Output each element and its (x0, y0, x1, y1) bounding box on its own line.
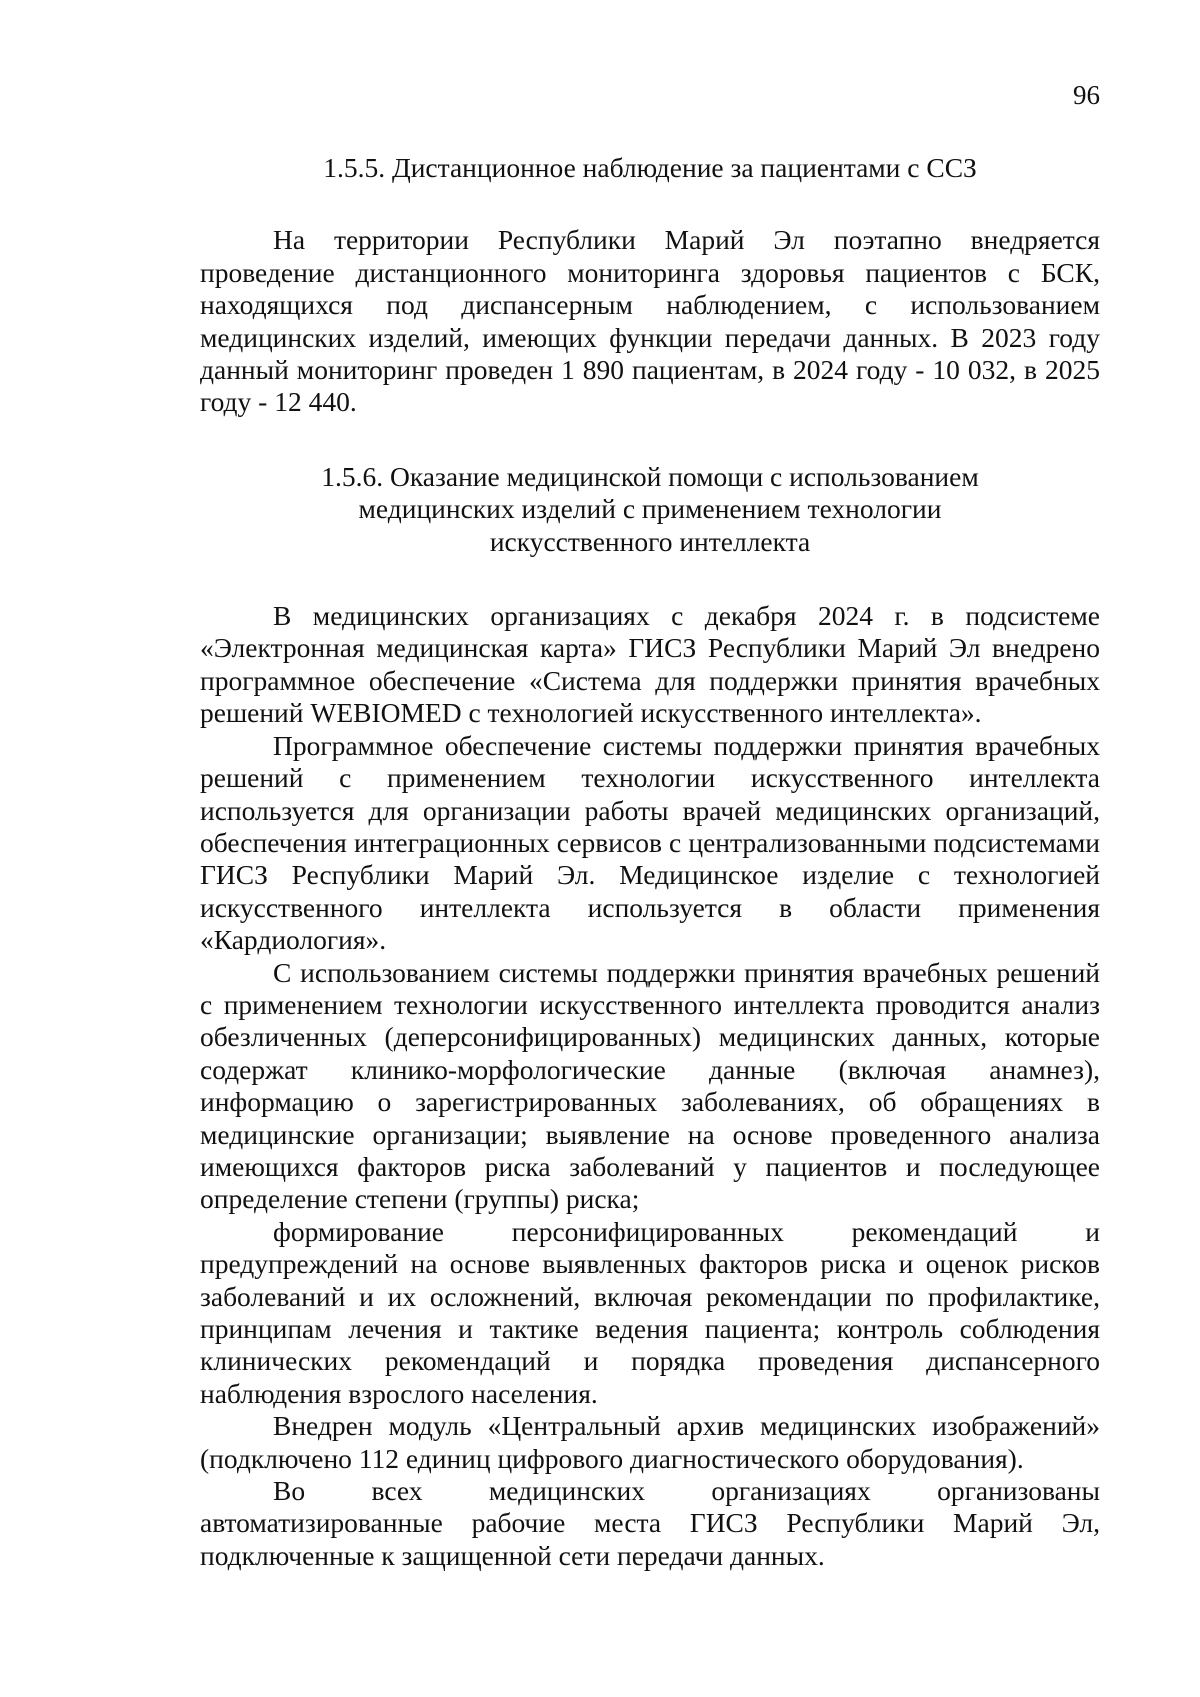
paragraph-recommendations: формирование персонифицированных рекомендаций и предупреждений на основе выявленных факторов риска и оценок рисков заболеваний и их осложнений, включая рекомендации по профилактике, принципам лечения и тактике ведения пациента; контроль соблюдения клинических рекомендаций и порядка проведения диспансерного наблюдения взрослого населения. (200, 1215, 1100, 1409)
paragraph-data-analysis: С использованием системы поддержки принятия врачебных решений с применением технологии искусственного интеллекта проводится анализ обезличенных (деперсонифицированных) медицинских данных, которые содержат клинико-морфологические данные (включая анамнез), информацию о зарегистрированных заболеваниях, об обращениях в медицинские организации; выявление на основе проведенного анализа имеющихся факторов риска заболеваний у пациентов и последующее определение степени (группы) риска; (200, 956, 1100, 1215)
paragraph-workstations: Во всех медицинских организациях организованы автоматизированные рабочие места ГИСЗ Республики Марий Эл, подключенные к защищенной сети передачи данных. (200, 1475, 1100, 1571)
page-number: 96 (1073, 80, 1100, 110)
paragraph-image-archive: Внедрен модуль «Центральный архив медицинских изображений» (подключено 112 единиц цифрового диагностического оборудования). (200, 1410, 1100, 1474)
section-heading-1-5-6 (200, 461, 1100, 558)
heading-line: искусственного интеллекта (489, 525, 811, 557)
document-body (200, 152, 1100, 1572)
heading-line: 1.5.6. Оказание медицинской помощи с использованием (321, 460, 979, 492)
section-heading-1-5-5: 1.5.5. Дистанционное наблюдение за пациентами с ССЗ (323, 152, 977, 183)
paragraph-remote-monitoring: На территории Республики Марий Эл поэтапно внедряется проведение дистанционного мониторинга здоровья пациентов с БСК, находящихся под диспансерным наблюдением, с использованием медицинских изделий, имеющих функции передачи данных. В 2023 году данный мониторинг проведен 1 890 пациентам, в 2024 году - 10 032, в 2025 году - 12 440. (200, 224, 1100, 418)
paragraph-ai-software-usage: Программное обеспечение системы поддержки принятия врачебных решений с применением технологии искусственного интеллекта используется для организации работы врачей медицинских организаций, обеспечения интеграционных сервисов с централизованными подсистемами ГИСЗ Республики Марий Эл. Медицинское изделие с технологией искусственного интеллекта используется в области применения «Кардиология». (200, 729, 1100, 956)
paragraph-webiomed-intro: В медицинских организациях с декабря 2024 г. в подсистеме «Электронная медицинская карта» ГИСЗ Республики Марий Эл внедрено программное обеспечение «Система для поддержки принятия врачебных решений WEBIOMED с технологией искусственного интеллекта». (200, 600, 1100, 729)
heading-line: медицинских изделий с применением технологии (358, 493, 942, 525)
